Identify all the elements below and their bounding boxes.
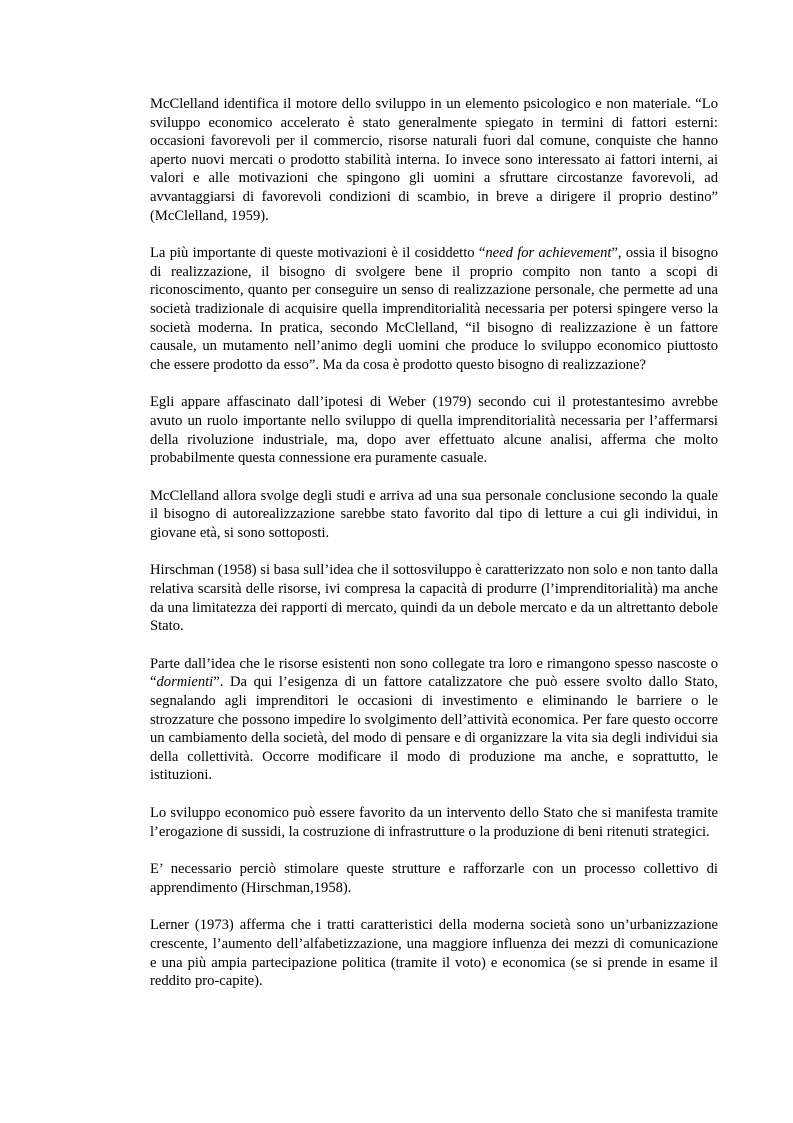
paragraph-need-for-achievement <box>150 244 718 374</box>
paragraph-dormienti <box>150 655 718 785</box>
italic-term: need for achievement <box>485 245 612 262</box>
document-page <box>150 95 718 991</box>
paragraph-text-after: ”. Da qui l’esigenza di un fattore catalizzatore che può essere svolto dallo Stato, segnalando agli imprenditori le occasioni di investimento e eliminando le barriere o le strozzature che possono impedire lo svolgimento dell’attività economica. Per fare questo occorre un cambiamento della società, del modo di pensare e di organizzare la vita sia degli individui sia della collettività. Occorre modificare il modo di produzione ma anche, e soprattutto, le istituzioni. <box>150 674 718 784</box>
paragraph-text-before: La più importante di queste motivazioni è il cosiddetto “ <box>150 245 486 262</box>
paragraph-weber: Egli appare affascinato dall’ipotesi di Weber (1979) secondo cui il protestantesimo avrebbe avuto un ruolo importante nello sviluppo di quella imprenditorialità necessaria per l’affermarsi della rivoluzione industriale, ma, dopo aver effettuato alcune analisi, afferma che molto probabilmente questa connessione era puramente casuale. <box>150 394 718 467</box>
paragraph-lerner: Lerner (1973) afferma che i tratti caratteristici della moderna società sono un’urbanizzazione crescente, l’aumento dell’alfabetizzazione, una maggiore influenza dei mezzi di comunicazione e una più ampia partecipazione politica (tramite il voto) e economica (se si prende in esame il reddito pro-capite). <box>150 917 718 990</box>
paragraph-state-intervention: Lo sviluppo economico può essere favorito da un intervento dello Stato che si manifesta tramite l’erogazione di sussidi, la costruzione di infrastrutture o la produzione di beni ritenuti strategici. <box>150 805 718 840</box>
paragraph-mcclelland-studies: McClelland allora svolge degli studi e arriva ad una sua personale conclusione secondo la quale il bisogno di autorealizzazione sarebbe stato favorito dal tipo di letture a cui gli individui, in giovane età, si sono sottoposti. <box>150 487 718 541</box>
paragraph-collective-learning: E’ necessario perciò stimolare queste strutture e rafforzarle con un processo collettivo di apprendimento (Hirschman,1958). <box>150 861 718 896</box>
italic-term: dormienti <box>156 674 214 691</box>
paragraph-mcclelland-intro: McClelland identifica il motore dello sviluppo in un elemento psicologico e non materiale. “Lo sviluppo economico accelerato è stato generalmente spiegato in termini di fattori esterni: occasioni favorevoli per il commercio, risorse naturali fuori dal comune, conquiste che hanno aperto nuovi mercati o prodotto stabilità interna. Io invece sono interessato ai fattori interni, ai valori e alle motivazioni che spingono gli uomini a sfruttare circostanze favorevoli, ad avvantaggiarsi di favorevoli condizioni di scambio, in breve a dirigere il proprio destino” (McClelland, 1959). <box>150 96 718 224</box>
paragraph-text-after: ”, ossia il bisogno di realizzazione, il bisogno di svolgere bene il proprio compito non tanto a scopi di riconoscimento, quanto per conseguire un senso di realizzazione personale, che permette ad una società tradizionale di acquisire quella imprenditorialità necessaria per potersi spingere verso la società moderna. In pratica, secondo McClelland, “il bisogno di realizzazione è un fattore causale, un mutamento nell’animo degli uomini che produce lo sviluppo economico piuttosto che essere prodotto da esso”. Ma da cosa è prodotto questo bisogno di realizzazione? <box>150 245 718 373</box>
paragraph-text-before: Parte dall’idea che le risorse esistenti non sono collegate tra loro e rimangono spesso nascoste o “ <box>150 655 718 691</box>
paragraph-hirschman: Hirschman (1958) si basa sull’idea che il sottosviluppo è caratterizzato non solo e non tanto dalla relativa scarsità delle risorse, ivi compresa la capacità di produrre (l’imprenditorialità) ma anche da una limitatezza dei rapporti di mercato, quindi da un debole mercato e da un altrettanto debole Stato. <box>150 562 718 635</box>
